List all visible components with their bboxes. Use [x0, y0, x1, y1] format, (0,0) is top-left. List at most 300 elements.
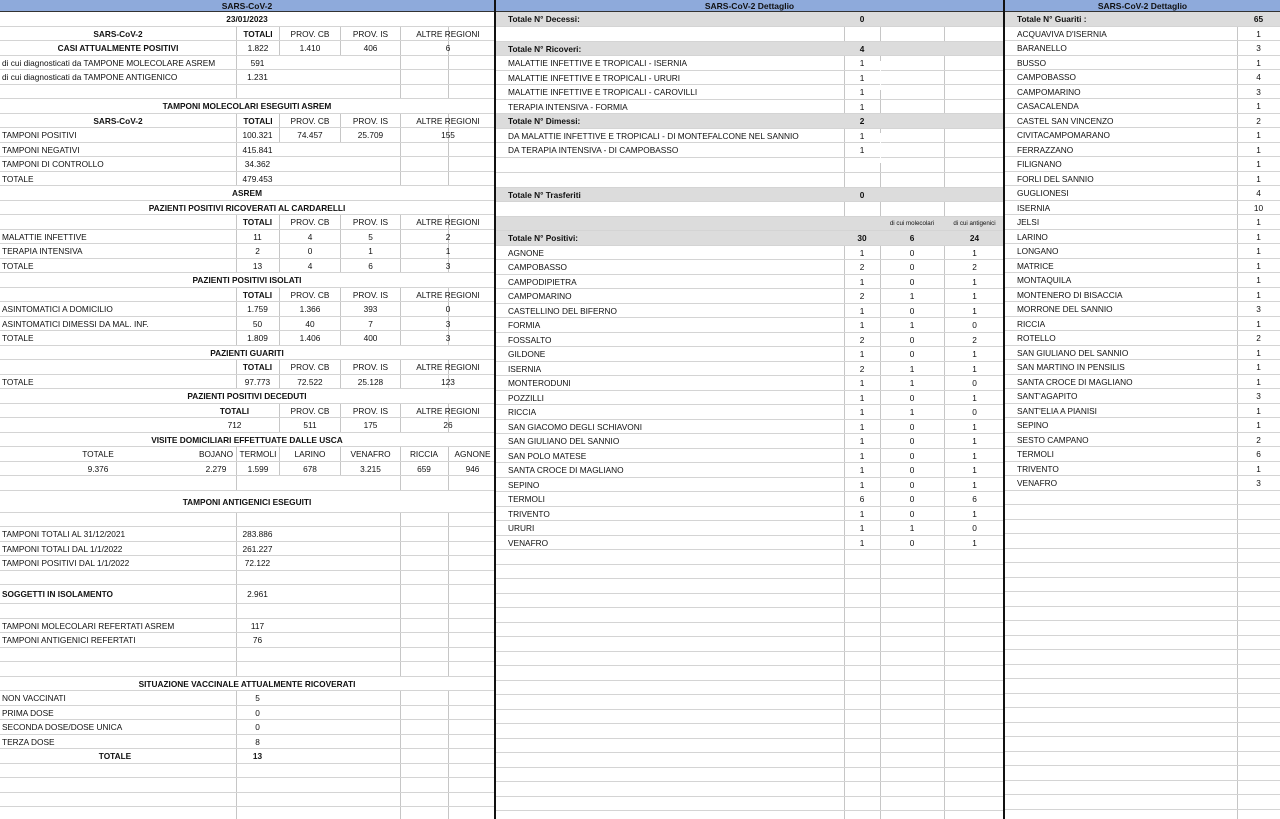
table-row — [496, 347, 1003, 362]
row-totali: 11 — [253, 231, 262, 242]
casi-row — [0, 41, 494, 56]
iso-header-row — [0, 288, 494, 303]
row-label: JELSI — [1017, 217, 1040, 227]
row-value: 1 — [1256, 463, 1261, 474]
row-total: 1 — [859, 436, 865, 446]
row-value: 1 — [859, 72, 865, 83]
table-row — [1005, 273, 1280, 288]
row-value: 76 — [252, 635, 263, 645]
empty-row — [0, 793, 494, 808]
row-value: 1 — [859, 101, 865, 112]
empty-row — [496, 811, 1003, 819]
empty-row — [1005, 534, 1280, 549]
row-label: SEPINO — [1017, 420, 1049, 430]
table-row — [0, 128, 494, 143]
table-row — [1005, 56, 1280, 71]
row-label: AGNONE — [508, 247, 544, 258]
row-total: 1 — [859, 537, 865, 548]
row-ant: 1 — [972, 450, 977, 461]
table-row — [0, 172, 494, 187]
row-total: 6 — [859, 494, 865, 504]
row-label: MORRONE DEL SANNIO — [1017, 304, 1113, 314]
header-totali: TOTALI — [190, 404, 279, 418]
ric-title-row — [0, 201, 494, 216]
row-value: 10 — [1253, 202, 1264, 213]
header-prov-cb: PROV. CB — [279, 404, 340, 418]
usca-header: TERMOLI — [236, 447, 279, 461]
row-label: RICCIA — [1017, 318, 1046, 329]
gua-value: 65 — [1253, 14, 1264, 24]
row-value: 1 — [1256, 130, 1261, 140]
table-row — [0, 735, 494, 750]
empty-row — [0, 604, 494, 619]
row-value: 1 — [1256, 173, 1261, 184]
row-label: TAMPONI TOTALI DAL 1/1/2022 — [2, 543, 123, 554]
pos-row — [496, 231, 1003, 246]
row-value: 1 — [1256, 217, 1261, 227]
empty-row — [1005, 766, 1280, 781]
table-row — [0, 720, 494, 735]
row-label: SANT'ELIA A PIANISI — [1017, 405, 1097, 416]
empty-row — [0, 513, 494, 528]
empty-row — [1005, 737, 1280, 752]
row-label: ASINTOMATICI DIMESSI DA MAL. INF. — [2, 318, 149, 329]
row-mol: 0 — [909, 450, 915, 461]
header-prov-cb: PROV. CB — [279, 288, 340, 302]
usca-value: 659 — [417, 463, 431, 474]
row-altre: 155 — [441, 130, 455, 140]
row-label: MONTAQUILA — [1017, 275, 1072, 285]
empty-row — [1005, 694, 1280, 709]
row-is: 5 — [340, 230, 400, 244]
table-row — [0, 542, 494, 557]
usca-value: 678 — [279, 462, 340, 476]
empty-row — [1005, 491, 1280, 506]
header-prov-is: PROV. IS — [340, 404, 400, 418]
row-totali: 1.759 — [247, 304, 268, 314]
row-label: FORMIA — [508, 320, 541, 330]
row-mol: 1 — [909, 291, 915, 301]
casi-cb: 1.410 — [279, 41, 340, 55]
table-row — [1005, 85, 1280, 100]
empty-row — [0, 778, 494, 793]
table-row — [496, 275, 1003, 290]
usca-value: 1.599 — [236, 462, 279, 476]
table-row — [1005, 244, 1280, 259]
row-total: 2 — [859, 334, 865, 345]
table-row — [496, 246, 1003, 261]
row-ant: 1 — [972, 421, 977, 432]
row-value: 1 — [1256, 318, 1261, 329]
row-label: TAMPONI POSITIVI DAL 1/1/2022 — [2, 558, 130, 568]
empty-row — [496, 202, 1003, 217]
ta-title: TAMPONI ANTIGENICI ESEGUITI — [0, 491, 494, 512]
row-ant: 0 — [972, 407, 977, 417]
row-value: 1 — [1256, 275, 1261, 285]
empty-row — [496, 608, 1003, 623]
table-row — [496, 463, 1003, 478]
row-total: 2 — [859, 262, 865, 272]
row-value: 6 — [1256, 449, 1261, 459]
empty-row — [1005, 505, 1280, 520]
row-is: 6 — [340, 259, 400, 273]
row-cb: 4 — [279, 230, 340, 244]
table-row — [0, 418, 494, 433]
table-row — [0, 691, 494, 706]
row-total: 1 — [859, 276, 865, 287]
header-prov-is: PROV. IS — [340, 288, 400, 302]
table-row — [496, 420, 1003, 435]
header-altre-regioni: ALTRE REGIONI — [416, 217, 480, 227]
row-label: URURI — [508, 523, 535, 533]
row-is: 400 — [340, 331, 400, 345]
table-row — [0, 619, 494, 634]
row-label: TAMPONI POSITIVI — [2, 130, 77, 140]
row-label: RICCIA — [508, 407, 537, 417]
table-row — [496, 129, 1003, 144]
table-row — [496, 478, 1003, 493]
mid-banner: SARS-CoV-2 Dettaglio — [496, 0, 1003, 12]
row-value: 261.227 — [242, 543, 273, 554]
row-label: TAMPONI TOTALI AL 31/12/2021 — [2, 529, 126, 539]
row-label: ISERNIA — [1017, 202, 1051, 213]
row-mol: 0 — [909, 494, 915, 504]
row-cb: 40 — [279, 317, 340, 331]
row-value: 3 — [1256, 86, 1261, 97]
row-ant: 1 — [972, 363, 977, 374]
empty-row — [1005, 549, 1280, 564]
table-row — [0, 244, 494, 259]
header-altre-regioni: ALTRE REGIONI — [416, 289, 480, 300]
row-total: 1 — [859, 320, 865, 330]
row-altre: 1 — [445, 246, 451, 256]
right-detail-panel — [1005, 0, 1280, 819]
row-value: 0 — [255, 722, 260, 732]
row-label: TRIVENTO — [1017, 463, 1059, 474]
header-totali: TOTALI — [236, 27, 279, 41]
empty-row — [1005, 607, 1280, 622]
table-row — [1005, 462, 1280, 477]
row-mol: 1 — [909, 407, 915, 417]
row-value: 1 — [1256, 231, 1261, 242]
sub-header-row — [496, 217, 1003, 232]
empty-row — [1005, 636, 1280, 651]
row-label: VENAFRO — [1017, 478, 1058, 488]
row-label: LONGANO — [1017, 246, 1059, 256]
row-total: 1 — [859, 305, 865, 316]
row-mol: 0 — [909, 247, 915, 258]
row-label: SAN MARTINO IN PENSILIS — [1017, 362, 1125, 372]
row-ant: 0 — [972, 378, 977, 388]
row-value: 1 — [1256, 260, 1261, 271]
row-label: TRIVENTO — [508, 508, 550, 519]
empty-row — [1005, 723, 1280, 738]
usca-value-row — [0, 462, 494, 477]
row-value: 1 — [1256, 420, 1261, 430]
row-cb: 74.457 — [279, 128, 340, 142]
empty-row — [496, 158, 1003, 173]
tra-value: 0 — [859, 189, 865, 200]
table-row — [1005, 70, 1280, 85]
row-value: 1 — [1256, 57, 1261, 68]
empty-row — [496, 753, 1003, 768]
row-label: BARANELLO — [1017, 43, 1067, 53]
row-label: ACQUAVIVA D'ISERNIA — [1017, 28, 1107, 39]
table-row — [496, 434, 1003, 449]
row-value: 1 — [1256, 28, 1261, 39]
row-value: 1 — [1256, 144, 1261, 155]
row-label: ISERNIA — [508, 363, 542, 374]
row-ant: 1 — [972, 537, 977, 548]
row-ant: 1 — [972, 305, 977, 316]
row-label: CAMPOMARINO — [508, 291, 572, 301]
row-value: 1 — [1256, 289, 1261, 300]
row-label: TOTALE — [2, 173, 34, 184]
row-value: 5 — [255, 693, 260, 703]
empty-row — [1005, 563, 1280, 578]
row-label: FERRAZZANO — [1017, 144, 1074, 155]
pos-mol: 6 — [909, 233, 915, 243]
tm-header-row — [0, 114, 494, 129]
row-mol: 0 — [909, 276, 915, 287]
row-value: 3 — [1256, 304, 1261, 314]
empty-row — [1005, 781, 1280, 796]
table-row — [496, 289, 1003, 304]
header-altre-regioni: ALTRE REGIONI — [416, 28, 480, 39]
empty-row — [496, 173, 1003, 188]
ta-title-row — [0, 491, 494, 513]
iso-title: PAZIENTI POSITIVI ISOLATI — [0, 273, 494, 287]
row-totali: 479.453 — [242, 173, 273, 184]
gua-header-row — [0, 360, 494, 375]
table-row — [1005, 27, 1280, 42]
row-mol: 0 — [909, 305, 915, 316]
row-totali: 100.321 — [242, 130, 273, 140]
ric-row — [496, 42, 1003, 57]
row-label: CAMPOBASSO — [1017, 72, 1077, 82]
empty-row — [496, 681, 1003, 696]
row-value: 1 — [1256, 347, 1261, 358]
dec-title-row — [0, 389, 494, 404]
usca-header: VENAFRO — [340, 447, 400, 461]
row-label: MALATTIE INFETTIVE E TROPICALI - ISERNIA — [508, 58, 688, 68]
empty-row — [1005, 665, 1280, 680]
row-altre: 26 — [443, 420, 453, 430]
row-total: 1 — [859, 523, 865, 533]
row-altre: 3 — [445, 260, 451, 271]
empty-row — [496, 579, 1003, 594]
row-total: 1 — [859, 465, 865, 475]
table-row — [1005, 346, 1280, 361]
table-row — [496, 100, 1003, 115]
empty-row — [496, 594, 1003, 609]
row-value: 1 — [1256, 405, 1261, 416]
row-label: FOSSALTO — [508, 334, 552, 345]
table-row — [1005, 447, 1280, 462]
row-label: CAMPOMARINO — [1017, 86, 1081, 97]
row-value: 283.886 — [242, 529, 273, 539]
row-label: TAMPONI ANTIGENICI REFERTATI — [2, 635, 136, 645]
row-total: 1 — [859, 479, 865, 490]
table-row — [1005, 41, 1280, 56]
row-label: POZZILLI — [508, 392, 544, 403]
row-totali: 97.773 — [244, 376, 271, 387]
row-totali: 13 — [252, 260, 263, 271]
header-label: SARS-CoV-2 — [93, 115, 143, 126]
usca-header-row — [0, 447, 494, 462]
row-label: SEPINO — [508, 479, 540, 490]
row-label: PRIMA DOSE — [2, 707, 54, 718]
row-label: TAMPONI DI CONTROLLO — [2, 159, 104, 169]
empty-row — [1005, 752, 1280, 767]
casi-header-row — [0, 27, 494, 42]
empty-row — [0, 85, 494, 100]
sogg-label: SOGGETTI IN ISOLAMENTO — [2, 589, 113, 599]
row-value: 1 — [1256, 376, 1261, 387]
table-row — [1005, 302, 1280, 317]
table-row — [1005, 404, 1280, 419]
row-label: MONTERODUNI — [508, 378, 571, 388]
ric-label: Totale N° Ricoveri: — [508, 43, 582, 54]
vac-title: SITUAZIONE VACCINALE ATTUALMENTE RICOVERATI — [0, 677, 494, 691]
empty-row — [496, 666, 1003, 681]
usca-header: TOTALE — [0, 447, 196, 461]
row-is: 25.709 — [340, 128, 400, 142]
dim-row — [496, 114, 1003, 129]
row-ant: 1 — [972, 479, 977, 490]
row-label: SANT'AGAPITO — [1017, 391, 1078, 401]
row-ant: 2 — [972, 334, 977, 345]
row-label: DA TERAPIA INTENSIVA - DI CAMPOBASSO — [508, 145, 679, 155]
table-row — [0, 331, 494, 346]
row-mol: 0 — [909, 436, 915, 446]
empty-row — [0, 807, 494, 819]
row-total: 1 — [859, 392, 865, 403]
row-total: 1 — [859, 349, 865, 359]
row-altre: 3 — [445, 333, 451, 343]
ant-value: 1.231 — [247, 72, 268, 82]
row-value: 4 — [1256, 72, 1261, 82]
row-value: 1 — [859, 130, 865, 141]
row-value: 2 — [1256, 115, 1261, 126]
iso-title-row — [0, 273, 494, 288]
row-label: TERMOLI — [508, 494, 545, 504]
sub-header-ant: di cui antigenici — [953, 219, 996, 227]
row-label: GILDONE — [508, 349, 546, 359]
row-label: GUGLIONESI — [1017, 188, 1069, 198]
table-row — [496, 260, 1003, 275]
row-mol: 0 — [909, 537, 915, 548]
mol-value: 591 — [250, 57, 265, 68]
tm-title-row — [0, 99, 494, 114]
table-row — [0, 527, 494, 542]
usca-header: BOJANO — [196, 447, 236, 461]
row-label: CAMPODIPIETRA — [508, 276, 577, 287]
row-cb: 1.366 — [279, 302, 340, 316]
asrem-label: ASREM — [0, 186, 494, 200]
table-row — [1005, 143, 1280, 158]
ric-title: PAZIENTI POSITIVI RICOVERATI AL CARDARELLI — [0, 201, 494, 215]
guariti-list — [1005, 27, 1280, 819]
row-label: SESTO CAMPANO — [1017, 434, 1089, 445]
usca-header: RICCIA — [409, 449, 439, 459]
asrem-row — [0, 186, 494, 201]
header-altre-regioni: ALTRE REGIONI — [416, 115, 480, 126]
row-ant: 0 — [972, 320, 977, 330]
row-ant: 1 — [972, 436, 977, 446]
dim-label: Totale N° Dimessi: — [508, 116, 581, 126]
row-mol: 0 — [909, 262, 915, 272]
table-row — [496, 318, 1003, 333]
row-cb: 72.522 — [279, 375, 340, 389]
empty-row — [496, 739, 1003, 754]
table-row — [1005, 230, 1280, 245]
row-label: SAN GIACOMO DEGLI SCHIAVONI — [508, 421, 643, 432]
usca-value: 9.376 — [0, 462, 196, 476]
row-mol: 0 — [909, 479, 915, 490]
empty-row — [1005, 679, 1280, 694]
table-row — [1005, 172, 1280, 187]
table-row — [0, 157, 494, 172]
row-mol: 1 — [909, 378, 915, 388]
empty-row — [1005, 650, 1280, 665]
row-label: MALATTIE INFETTIVE — [2, 231, 87, 242]
table-row — [1005, 186, 1280, 201]
row-is: 175 — [340, 418, 400, 432]
table-row — [1005, 317, 1280, 332]
header-prov-is: PROV. IS — [340, 114, 400, 128]
row-altre: 123 — [441, 376, 455, 387]
row-label: FORLI DEL SANNIO — [1017, 173, 1094, 184]
row-totali: 712 — [190, 418, 279, 432]
row-label: CASTELLINO DEL BIFERNO — [508, 305, 617, 316]
vac-total-row — [0, 749, 494, 764]
table-row — [0, 143, 494, 158]
empty-row — [496, 652, 1003, 667]
row-value: 2 — [1256, 333, 1261, 343]
empty-row — [1005, 795, 1280, 810]
row-label: SANTA CROCE DI MAGLIANO — [508, 465, 624, 475]
pos-total: 30 — [857, 233, 867, 243]
row-label: SAN GIULIANO DEL SANNIO — [1017, 347, 1129, 358]
date-row — [0, 12, 494, 27]
row-label: DA MALATTIE INFETTIVE E TROPICALI - DI MONTEFALCONE NEL SANNIO — [508, 130, 799, 141]
row-total: 2 — [859, 363, 865, 374]
dec-title: PAZIENTI POSITIVI DECEDUTI — [0, 389, 494, 403]
row-label: TERMOLI — [1017, 449, 1054, 459]
row-totali: 2 — [255, 246, 260, 256]
row-label: TAMPONI MOLECOLARI REFERTATI ASREM — [2, 620, 175, 631]
row-label: CAMPOBASSO — [508, 262, 568, 272]
row-label: CIVITACAMPOMARANO — [1017, 130, 1110, 140]
table-row — [0, 375, 494, 390]
row-total: 1 — [859, 421, 865, 432]
empty-row — [1005, 810, 1280, 819]
row-ant: 1 — [972, 291, 977, 301]
row-label: TERAPIA INTENSIVA — [2, 246, 83, 256]
header-prov-cb: PROV. CB — [279, 114, 340, 128]
row-label: TOTALE — [2, 333, 34, 343]
row-label: TERAPIA INTENSIVA - FORMIA — [508, 101, 628, 112]
empty-row — [496, 782, 1003, 797]
row-label: SAN POLO MATESE — [508, 450, 587, 461]
row-value: 1 — [1256, 159, 1261, 169]
row-value: 8 — [255, 736, 260, 747]
row-mol: 0 — [909, 349, 915, 359]
row-value: 1 — [1256, 101, 1261, 111]
row-value: 1 — [1256, 246, 1261, 256]
mol-label: di cui diagnosticati da TAMPONE MOLECOLARE ASREM — [2, 57, 216, 68]
